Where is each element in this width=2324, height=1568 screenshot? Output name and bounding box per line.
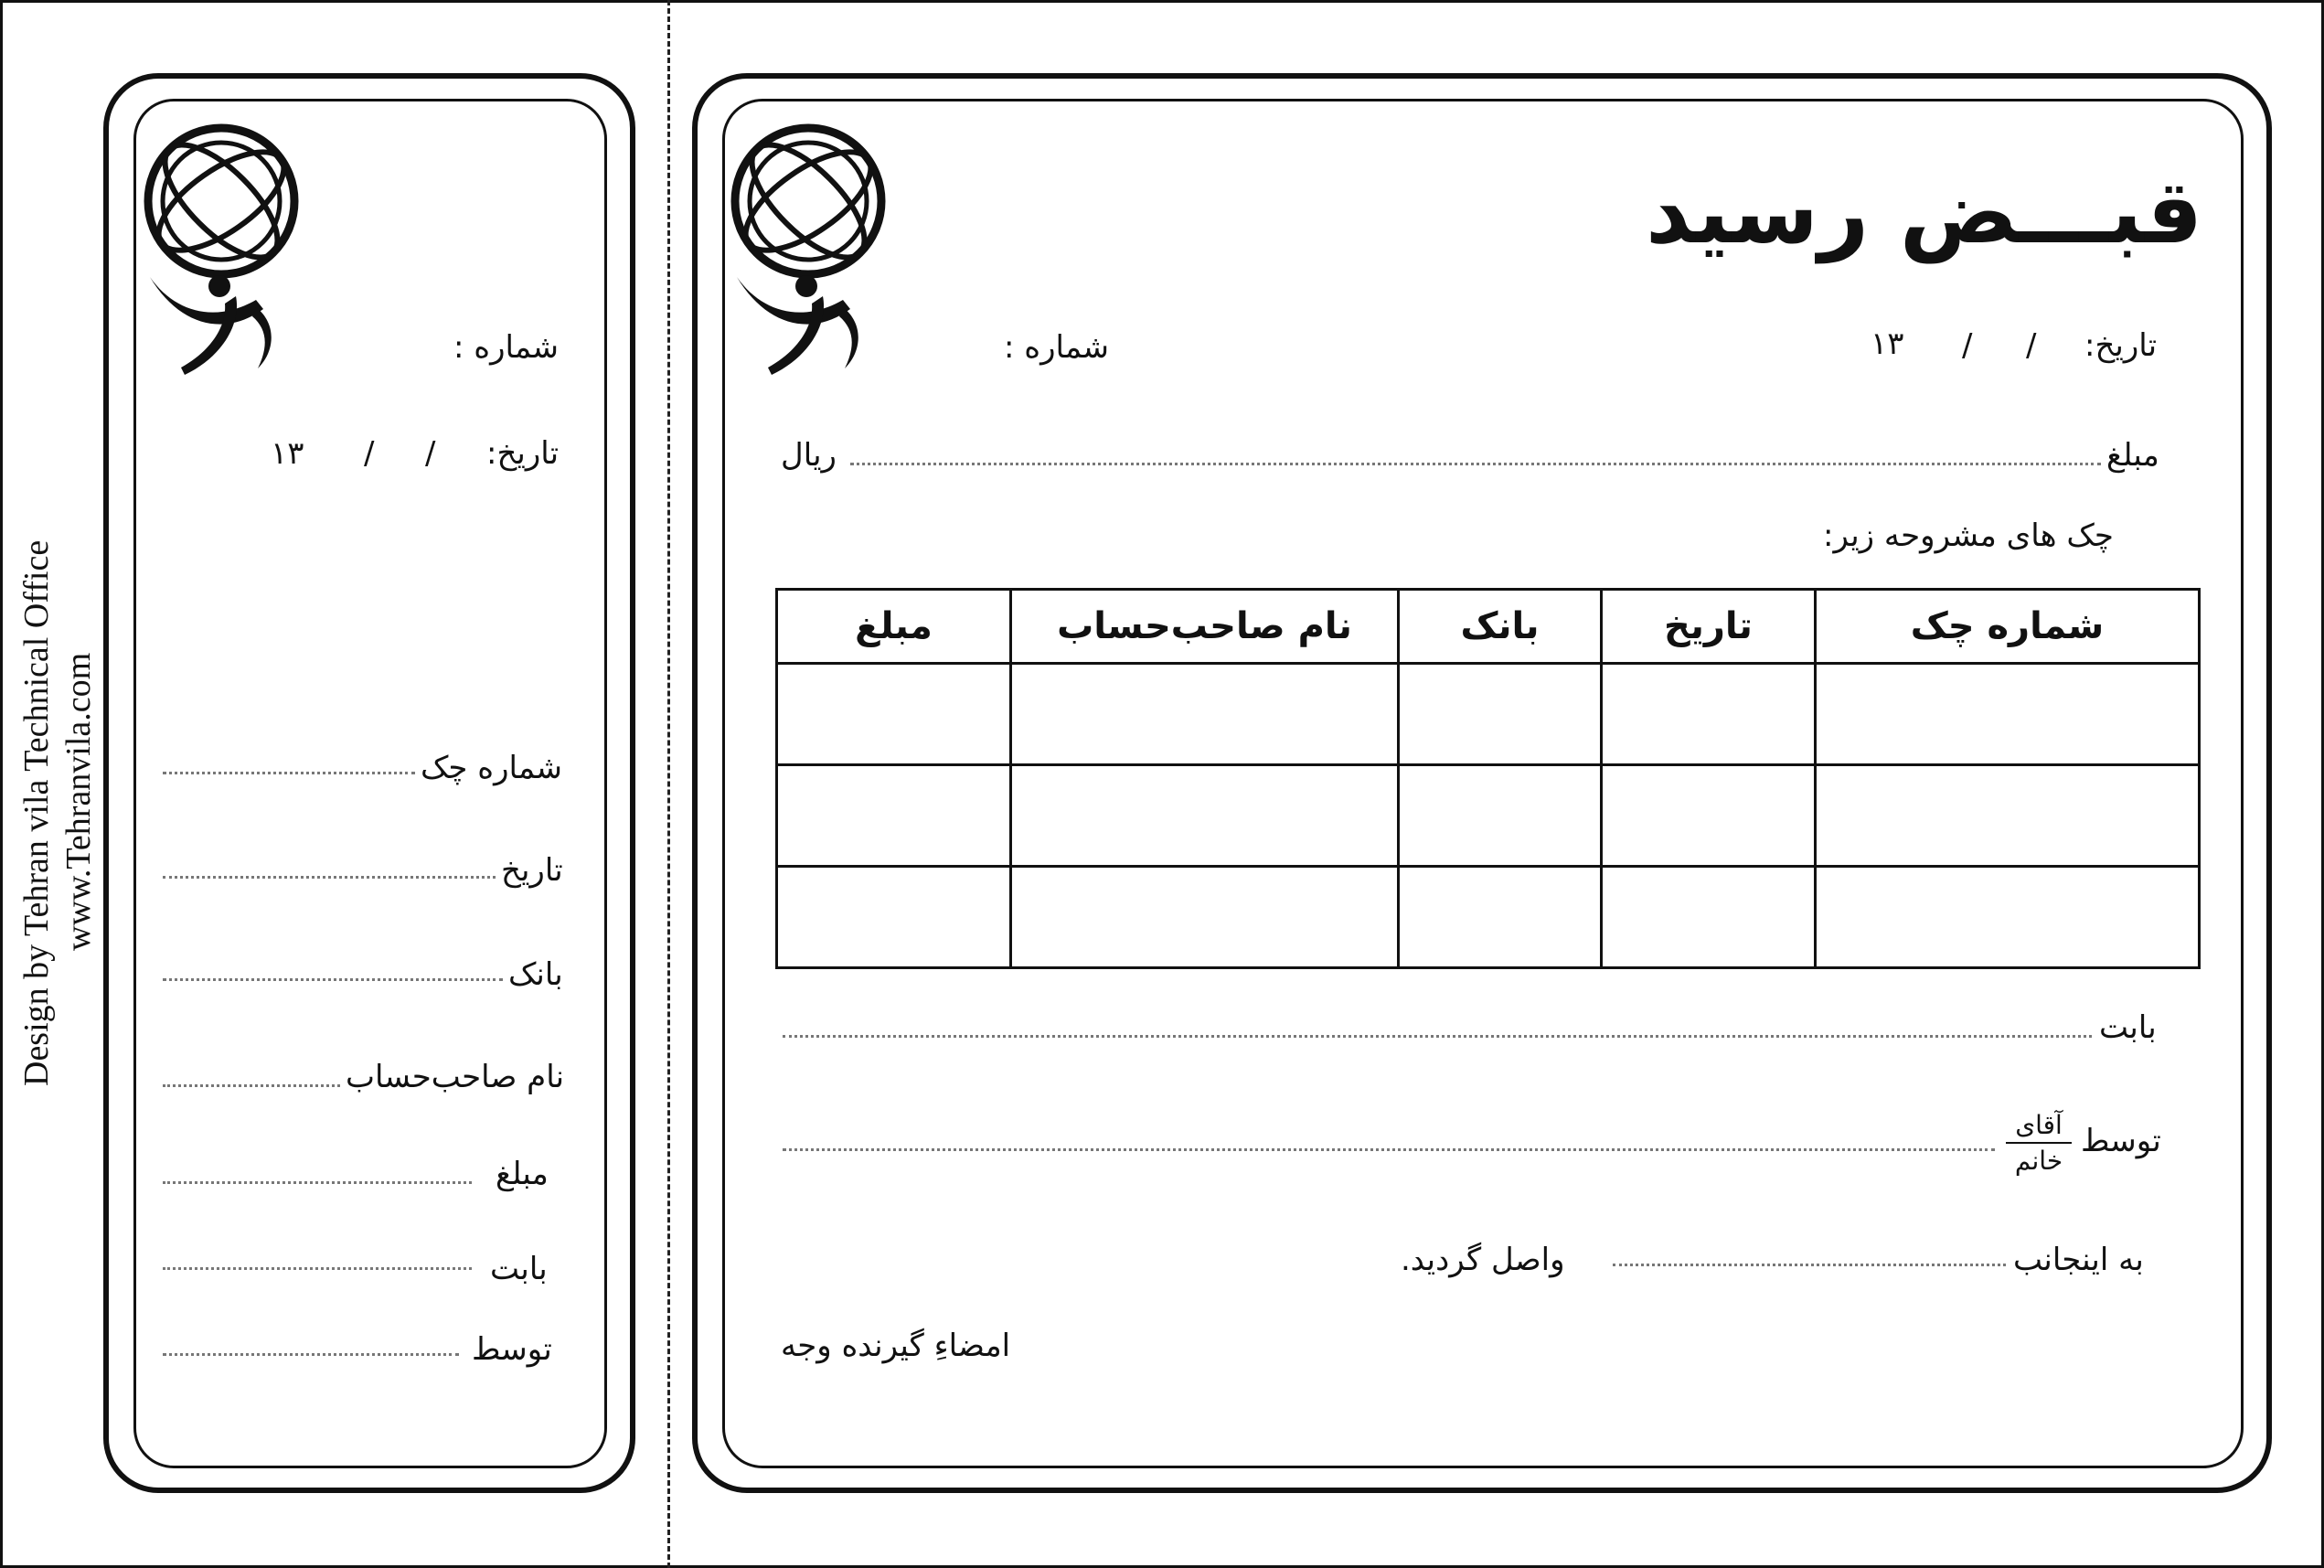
receipt-by-label: توسط — [2081, 1123, 2161, 1159]
table-cell[interactable] — [777, 867, 1011, 968]
table-cell[interactable] — [1011, 765, 1399, 867]
table-cell[interactable] — [1816, 765, 2200, 867]
receipt-date-year: ۱۳ — [1871, 325, 1904, 362]
stub-number-label: شماره : — [453, 329, 559, 366]
stub-amount-line[interactable] — [163, 1181, 472, 1184]
table-cell[interactable] — [1011, 867, 1399, 968]
table-row — [777, 765, 2200, 867]
receipt-regarding-label: بابت — [2099, 1009, 2157, 1046]
mr-label: آقای — [2015, 1110, 2063, 1140]
cheques-table — [775, 588, 2201, 969]
receipt-number-label: شماره : — [1004, 329, 1109, 366]
stub-field-by: توسط — [472, 1331, 552, 1368]
receipt-date-label: تاریخ: — [2084, 327, 2158, 364]
stub-account-holder-line[interactable] — [163, 1084, 340, 1087]
table-cell[interactable] — [1399, 765, 1602, 867]
table-row — [777, 664, 2200, 765]
stub-date-label: تاریخ: — [486, 435, 560, 472]
tear-line — [667, 0, 670, 1568]
col-date: تاریخ — [1602, 590, 1816, 664]
title-fraction — [2006, 1110, 2072, 1176]
col-cheque-number: شماره چک — [1816, 590, 2200, 664]
receipt-logo-icon — [726, 117, 890, 382]
stub-by-line[interactable] — [163, 1353, 459, 1356]
stub-field-cheque-number: شماره چک — [421, 750, 562, 786]
stub-date-line[interactable] — [163, 876, 496, 879]
receipt-to-me-line[interactable] — [1613, 1264, 2006, 1266]
table-cell[interactable] — [1399, 664, 1602, 765]
table-cell[interactable] — [1816, 664, 2200, 765]
stub-field-bank: بانک — [508, 956, 563, 993]
table-cell[interactable] — [777, 765, 1011, 867]
receipt-amount-label: مبلغ — [2106, 437, 2159, 474]
table-cell[interactable] — [1816, 867, 2200, 968]
mrs-label: خانم — [2014, 1146, 2063, 1176]
designer-credit: Design by Tehran vila Technical Office — [17, 539, 56, 1086]
receipt-amount-line[interactable] — [850, 463, 2101, 465]
table-cell[interactable] — [1011, 664, 1399, 765]
receipt-regarding-line[interactable] — [783, 1035, 2092, 1038]
stub-regarding-line[interactable] — [163, 1267, 472, 1270]
stub-cheque-number-line[interactable] — [163, 772, 415, 774]
cheques-intro: چک های مشروحه زیر: — [1823, 517, 2114, 554]
table-cell[interactable] — [1399, 867, 1602, 968]
cheques-table-header — [777, 590, 2200, 664]
stub-date-sep-1: / — [425, 435, 436, 472]
table-cell[interactable] — [1602, 867, 1816, 968]
stub-bank-line[interactable] — [163, 978, 503, 981]
col-amount: مبلغ — [777, 590, 1011, 664]
website-credit: www.Tehranvila.com — [59, 652, 98, 951]
table-cell[interactable] — [1602, 765, 1816, 867]
receipt-date-sep-2: / — [1962, 327, 1973, 364]
table-cell[interactable] — [777, 664, 1011, 765]
fraction-bar — [2006, 1142, 2072, 1144]
receipt-received-text: واصل گردید. — [1401, 1242, 1565, 1278]
stub-field-regarding: بابت — [490, 1251, 548, 1287]
col-bank: بانک — [1399, 590, 1602, 664]
receipt-title: قبـــض رسید — [1646, 161, 2203, 263]
stub-date-year: ۱۳ — [271, 435, 304, 472]
receipt-by-line[interactable] — [783, 1148, 1995, 1151]
stub-date-sep-2: / — [364, 435, 375, 472]
col-account-holder: نام صاحب‌حساب — [1011, 590, 1399, 664]
stub-field-amount: مبلغ — [496, 1156, 549, 1192]
signature-label: امضاءِ گیرنده وجه — [781, 1328, 1011, 1364]
table-cell[interactable] — [1602, 664, 1816, 765]
company-logo-icon — [139, 117, 304, 382]
stub-field-date: تاریخ — [501, 852, 563, 889]
receipt-amount-unit: ریال — [781, 437, 837, 474]
receipt-date-sep-1: / — [2026, 327, 2037, 364]
stub-field-account-holder: نام صاحب‌حساب — [346, 1059, 565, 1095]
table-row — [777, 867, 2200, 968]
receipt-to-me-label: به اینجانب — [2013, 1242, 2144, 1278]
